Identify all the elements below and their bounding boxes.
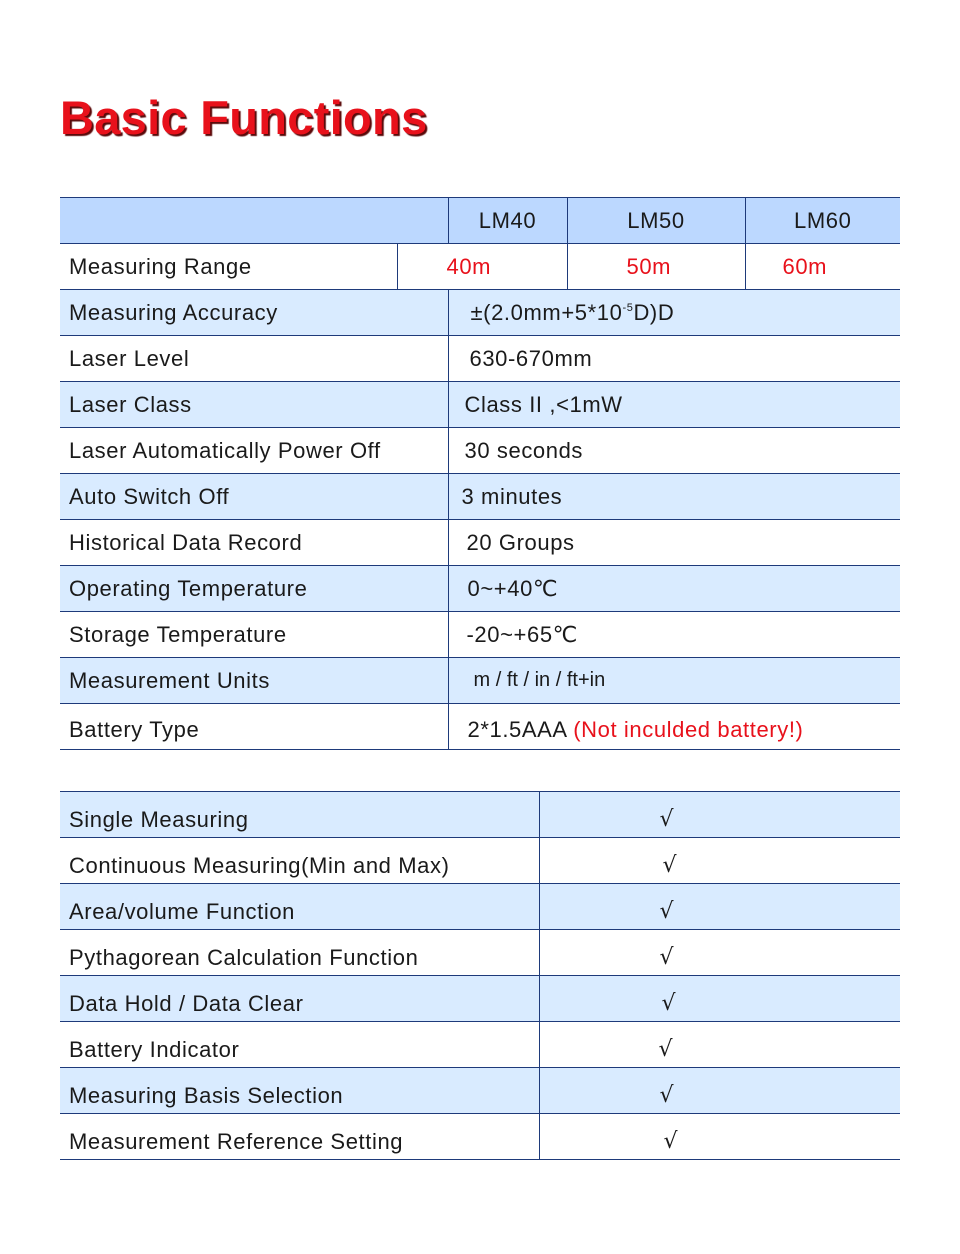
spec-value: 30 seconds (448, 428, 900, 474)
function-label: Area/volume Function (60, 884, 539, 930)
check-mark: √ (539, 884, 900, 930)
spec-table (60, 197, 900, 750)
accuracy-suffix: D)D (633, 299, 675, 325)
battery-value: 2*1.5AAA (467, 716, 567, 742)
table-row (60, 838, 900, 884)
table-row (60, 658, 900, 704)
table-row (60, 520, 900, 566)
spec-value: m / ft / in / ft+in (448, 658, 900, 704)
spec-value: 3 minutes (448, 474, 900, 520)
function-table (60, 791, 900, 1160)
spec-value (448, 704, 900, 750)
spec-value (448, 290, 900, 336)
accuracy-exponent: -5 (622, 301, 634, 314)
table-row (60, 244, 900, 290)
spec-label: Laser Level (60, 336, 448, 382)
range-lm40: 40m (397, 244, 567, 290)
function-label: Continuous Measuring(Min and Max) (60, 838, 539, 884)
table-row (60, 1114, 900, 1160)
table-row (60, 884, 900, 930)
spec-label: Operating Temperature (60, 566, 448, 612)
table-row (60, 474, 900, 520)
spec-label: Historical Data Record (60, 520, 448, 566)
range-lm50: 50m (567, 244, 745, 290)
table-row (60, 428, 900, 474)
table-row (60, 704, 900, 750)
table-row (60, 1068, 900, 1114)
table-row (60, 976, 900, 1022)
range-lm60: 60m (745, 244, 900, 290)
spec-value: 0~+40℃ (448, 566, 900, 612)
model-lm60: LM60 (745, 198, 900, 244)
table-row (60, 1022, 900, 1068)
spec-label: Measuring Accuracy (60, 290, 448, 336)
header-row (60, 198, 900, 244)
check-mark: √ (539, 792, 900, 838)
function-label: Single Measuring (60, 792, 539, 838)
spec-label: Storage Temperature (60, 612, 448, 658)
check-mark: √ (539, 930, 900, 976)
table-row (60, 382, 900, 428)
check-mark: √ (539, 1114, 900, 1160)
table-row (60, 336, 900, 382)
spec-label: Laser Class (60, 382, 448, 428)
battery-note: (Not inculded battery!) (573, 716, 804, 742)
spec-label: Auto Switch Off (60, 474, 448, 520)
function-label: Measurement Reference Setting (60, 1114, 539, 1160)
spec-value: 630-670mm (448, 336, 900, 382)
model-lm50: LM50 (567, 198, 745, 244)
table-row (60, 792, 900, 838)
page-title: Basic Functions (60, 91, 428, 144)
function-label: Pythagorean Calculation Function (60, 930, 539, 976)
spec-value: Class II ,<1mW (448, 382, 900, 428)
header-blank-cell (60, 198, 448, 244)
table-row (60, 612, 900, 658)
check-mark: √ (539, 838, 900, 884)
spec-label: Measuring Range (60, 244, 397, 290)
check-mark: √ (539, 1068, 900, 1114)
table-row (60, 930, 900, 976)
function-label: Battery Indicator (60, 1022, 539, 1068)
spec-label: Measurement Units (60, 658, 448, 704)
check-mark: √ (539, 976, 900, 1022)
check-mark: √ (539, 1022, 900, 1068)
spec-value: -20~+65℃ (448, 612, 900, 658)
spec-label: Laser Automatically Power Off (60, 428, 448, 474)
table-row (60, 566, 900, 612)
function-label: Data Hold / Data Clear (60, 976, 539, 1022)
function-label: Measuring Basis Selection (60, 1068, 539, 1114)
table-row (60, 290, 900, 336)
accuracy-prefix: ±(2.0mm+5*10 (470, 299, 623, 325)
model-lm40: LM40 (448, 198, 567, 244)
spec-value: 20 Groups (448, 520, 900, 566)
spec-label: Battery Type (60, 704, 448, 750)
